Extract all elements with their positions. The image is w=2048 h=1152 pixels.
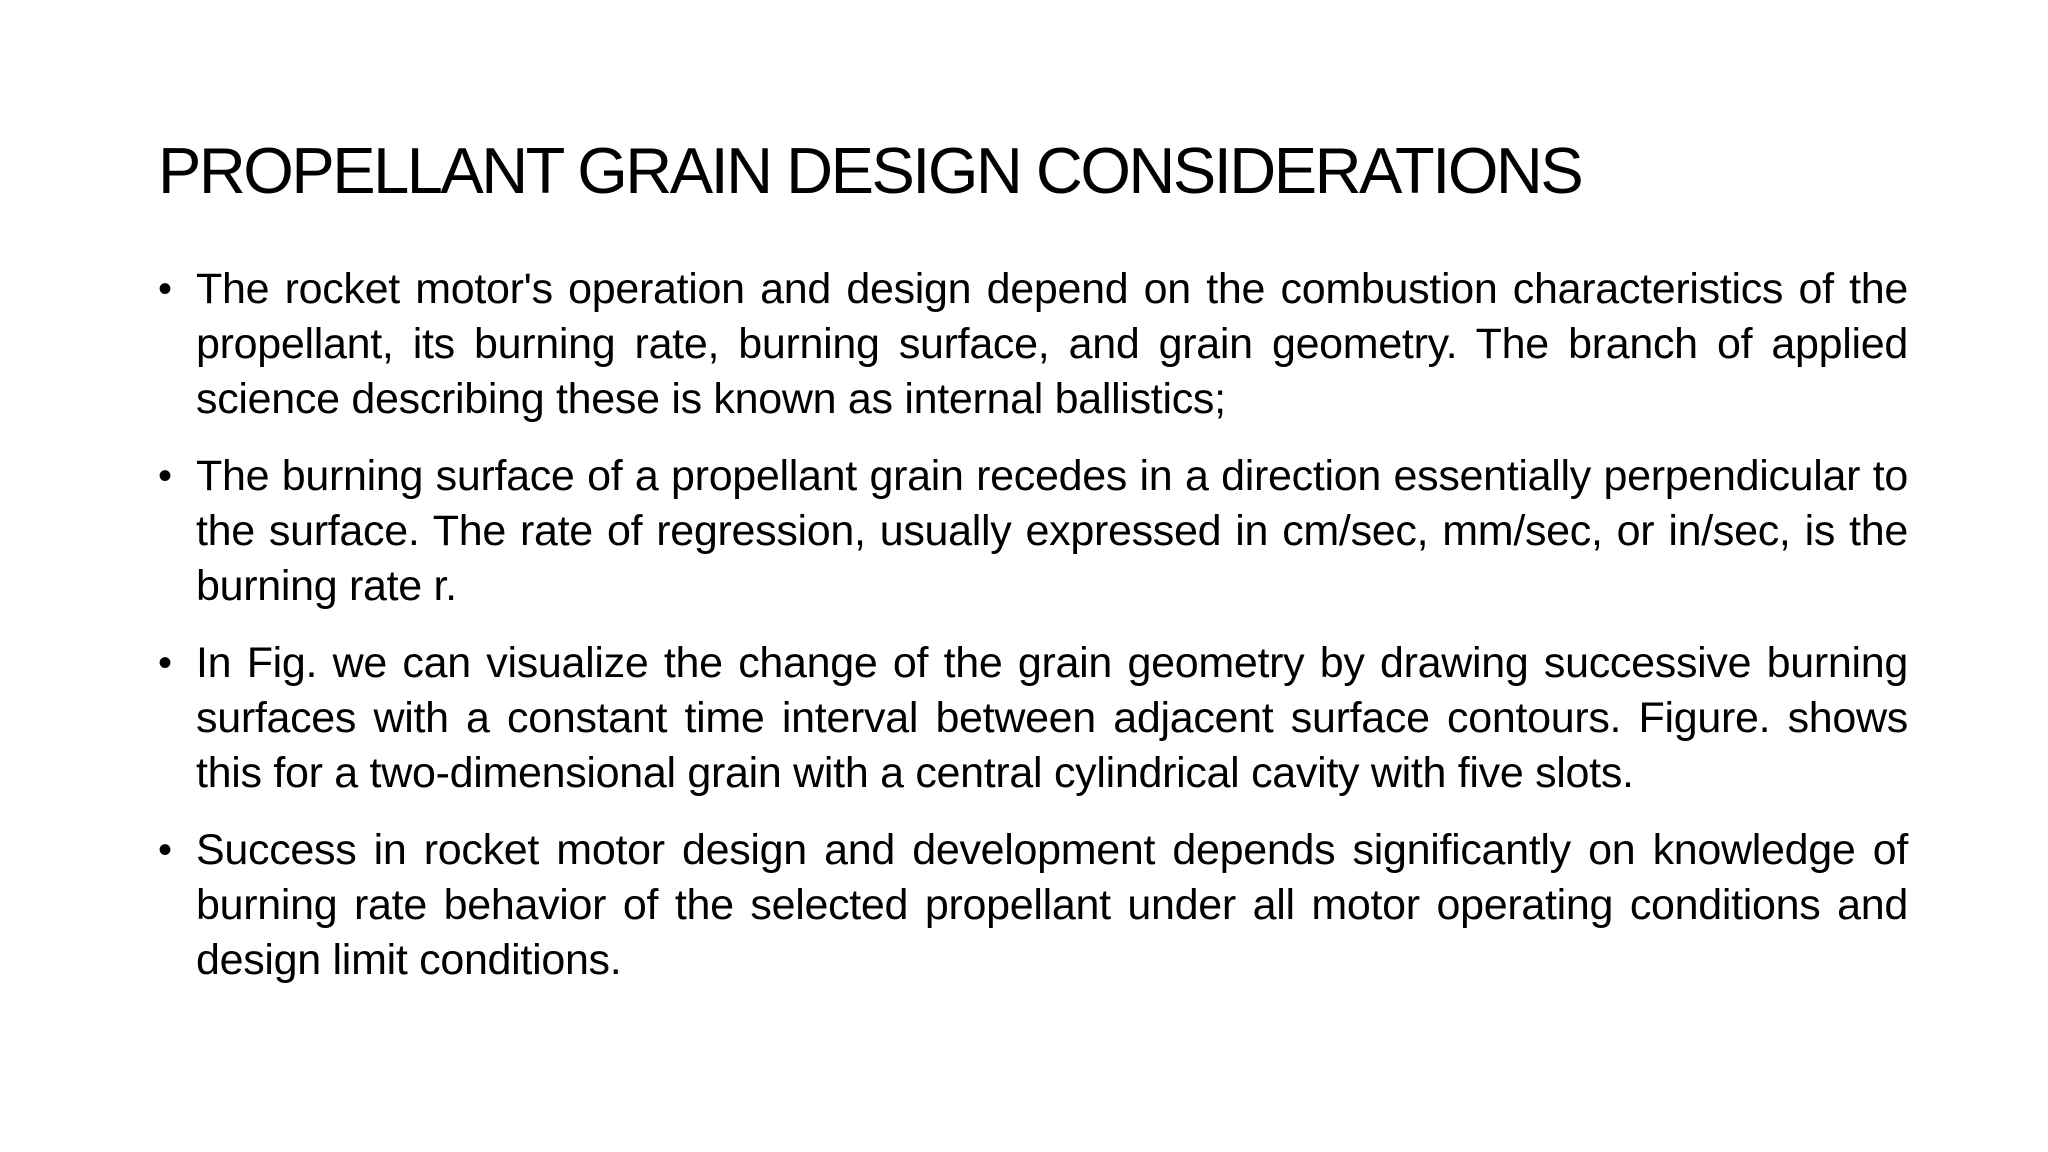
- bullet-marker: •: [158, 828, 172, 872]
- bullet-marker: •: [158, 267, 172, 311]
- bullet-text: Success in rocket motor design and development depends significantly on knowledge of burning rate behavior of the selected propellant under all motor operating conditions and design limit conditions.: [196, 826, 1908, 984]
- bullet-text: The burning surface of a propellant grain recedes in a direction essentially perpendicular to the surface. The rate of regression, usually expressed in cm/sec, mm/sec, or in/sec, is the burning rate r.: [196, 452, 1908, 610]
- bullet-list: [150, 262, 1908, 1010]
- bullet-item: [150, 823, 1908, 988]
- bullet-item: [150, 262, 1908, 427]
- bullet-marker: •: [158, 454, 172, 498]
- bullet-item: [150, 449, 1908, 614]
- bullet-text: The rocket motor's operation and design depend on the combustion characteristics of the propellant, its burning rate, burning surface, and grain geometry. The branch of applied science describing these is known as internal ballistics;: [196, 265, 1908, 423]
- slide-title: PROPELLANT GRAIN DESIGN CONSIDERATIONS: [158, 134, 1582, 207]
- bullet-marker: •: [158, 641, 172, 685]
- bullet-item: [150, 636, 1908, 801]
- bullet-text: In Fig. we can visualize the change of the grain geometry by drawing successive burning surfaces with a constant time interval between adjacent surface contours. Figure. shows this for a two-dimensional grain with a central cylindrical cavity with five slots.: [196, 639, 1908, 797]
